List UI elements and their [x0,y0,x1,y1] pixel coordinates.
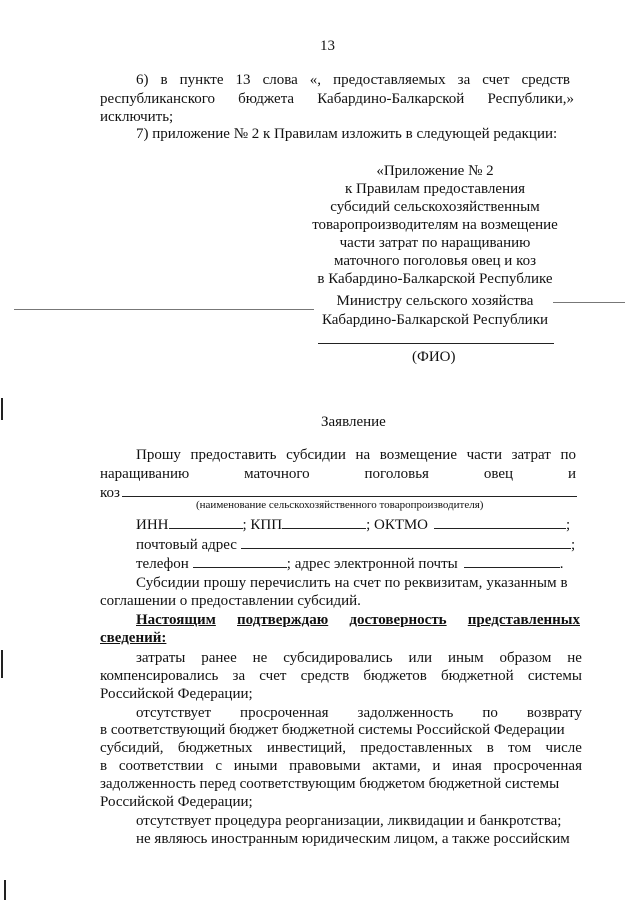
para3: отсутствует процедура реорганизации, ликвидации и банкротства; [136,813,562,829]
word: за [232,668,246,684]
word: не [567,650,582,666]
requisites-line [136,516,570,534]
contact-line [136,555,563,573]
confirm-line2: сведений: [100,630,167,646]
statement-title: Заявление [321,414,386,430]
word: возврату [526,705,582,721]
para2-line5: задолженность перед соответствующим бюджетом бюджетной системы [100,776,560,792]
semicolon: ; [570,537,576,553]
word: иными [233,758,278,774]
word: Настоящим [136,612,216,628]
word: представленных [467,612,580,628]
email-label: ; адрес электронной почты [286,556,458,572]
word: возмещение [379,447,457,463]
transfer-line1: Субсидии прошу перечислить на счет по реквизитам, указанным в [136,575,568,591]
word: в [486,740,494,756]
confirm-line1 [136,612,580,629]
word: республиканского [100,91,215,107]
word: предоставленных [360,740,473,756]
transfer-line2: соглашении о предоставлении субсидий. [100,593,361,609]
para2-line4 [100,758,582,775]
word: инвестиций, [266,740,346,756]
word: правовыми [289,758,361,774]
producer-name-caption: (наименование сельскохозяйственного товаропроизводителя) [196,499,484,511]
word: по [560,447,576,463]
para1-line2 [100,668,582,685]
phone-label: телефон [136,556,189,572]
word: поголовья [364,466,429,482]
word: счет [482,72,510,88]
page-number: 13 [320,38,335,54]
semicolon: ; [565,517,571,533]
appendix-line: субсидий сельскохозяйственным [330,199,540,215]
para2-line2: в соответствующий бюджет бюджетной системы Российской Федерации [100,722,565,738]
item6-line2 [100,91,574,108]
word: овец [483,466,514,482]
word: пункте [179,72,224,88]
word: 6) [136,72,149,88]
word: по [482,705,498,721]
word: бюджетной [441,668,514,684]
phone-field[interactable] [193,555,287,568]
appendix-line: товаропроизводителям на возмещение [312,217,558,233]
inn-label: ИНН [136,517,169,533]
inn-field[interactable] [169,516,243,529]
word: 13 [235,72,251,88]
word: не [252,650,268,666]
scan-edge-mark [1,398,3,420]
request-line1 [136,447,576,464]
kpp-label: ; КПП [242,517,283,533]
word: предоставляемых [333,72,446,88]
word: затраты [136,650,186,666]
word: затрат [511,447,551,463]
word: части [466,447,503,463]
word: том [508,740,532,756]
para4: не являюсь иностранным юридическим лицом, а также российским [136,831,570,847]
word: или [408,650,433,666]
word: в [160,72,168,88]
word: ранее [201,650,237,666]
request-line3 [100,485,120,502]
word: отсутствует [136,705,212,721]
word: бюджетных [177,740,253,756]
word: субсидий, [100,740,164,756]
address-line [136,536,575,554]
item6-line1 [136,72,570,89]
word: Республики,» [487,91,574,107]
item6-line3: исключить; [100,109,174,125]
appendix-line: «Приложение № 2 [376,163,494,179]
appendix-line: в Кабардино-Балкарской Республике [317,271,553,287]
para1-line1 [136,650,582,667]
oktmo-field[interactable] [434,516,566,529]
email-field[interactable] [464,555,560,568]
word: маточного [244,466,310,482]
word: за [457,72,471,88]
word: иная [452,758,482,774]
word: подтверждаю [237,612,329,628]
word: компенсировались [100,668,219,684]
para1-line3: Российской Федерации; [100,686,253,702]
item7: 7) приложение № 2 к Правилам изложить в следующей редакции: [136,126,558,142]
word: бюджета [238,91,295,107]
oktmo-label: ; ОКТМО [366,517,428,533]
word: и [567,466,576,482]
word: просроченная [240,705,329,721]
word: бюджетов [363,668,427,684]
word: субсидировались [283,650,393,666]
word: соответствии [118,758,204,774]
word: числе [545,740,582,756]
word: в [100,758,108,774]
word: достоверность [349,612,447,628]
scan-edge-mark [1,650,3,678]
scan-edge-mark [4,880,6,900]
word: «, [309,72,322,88]
appendix-header [300,162,570,288]
address-field[interactable] [241,536,571,549]
word: системы [527,668,582,684]
addressee-block [300,292,570,330]
word: средств [300,668,350,684]
word: слова [262,72,298,88]
word: Прошу [136,447,181,463]
word: актами, [372,758,421,774]
para2-line6: Российской Федерации; [100,794,253,810]
address-label: почтовый адрес [136,537,237,553]
para2-line1 [136,705,582,722]
word: средств [521,72,570,88]
word: предоставить [190,447,277,463]
word: образом [499,650,552,666]
para2-line3 [100,740,582,757]
addressee-line2: Кабардино-Балкарской Республики [321,312,549,328]
word: субсидии [286,447,346,463]
word: задолженность [357,705,454,721]
period: . [559,556,564,572]
word: просроченная [493,758,582,774]
producer-name-line[interactable] [122,496,577,497]
kpp-field[interactable] [282,516,366,529]
word: Кабардино-Балкарской [317,91,465,107]
appendix-line: части затрат по наращиванию [339,235,531,251]
fio-label: (ФИО) [412,349,456,365]
word: с [215,758,222,774]
request-line3-prefix: коз [100,485,120,501]
word: и [432,758,441,774]
word: на [355,447,371,463]
addressee-line1: Министру сельского хозяйства [336,293,534,309]
fio-blank-line [318,343,554,344]
word: наращиванию [100,466,190,482]
appendix-line: маточного поголовья овец и коз [333,253,537,269]
word: счет [259,668,287,684]
request-line2 [100,466,576,483]
word: иным [447,650,484,666]
scan-fold-line-left [14,309,314,310]
appendix-line: к Правилам предоставления [344,181,526,197]
